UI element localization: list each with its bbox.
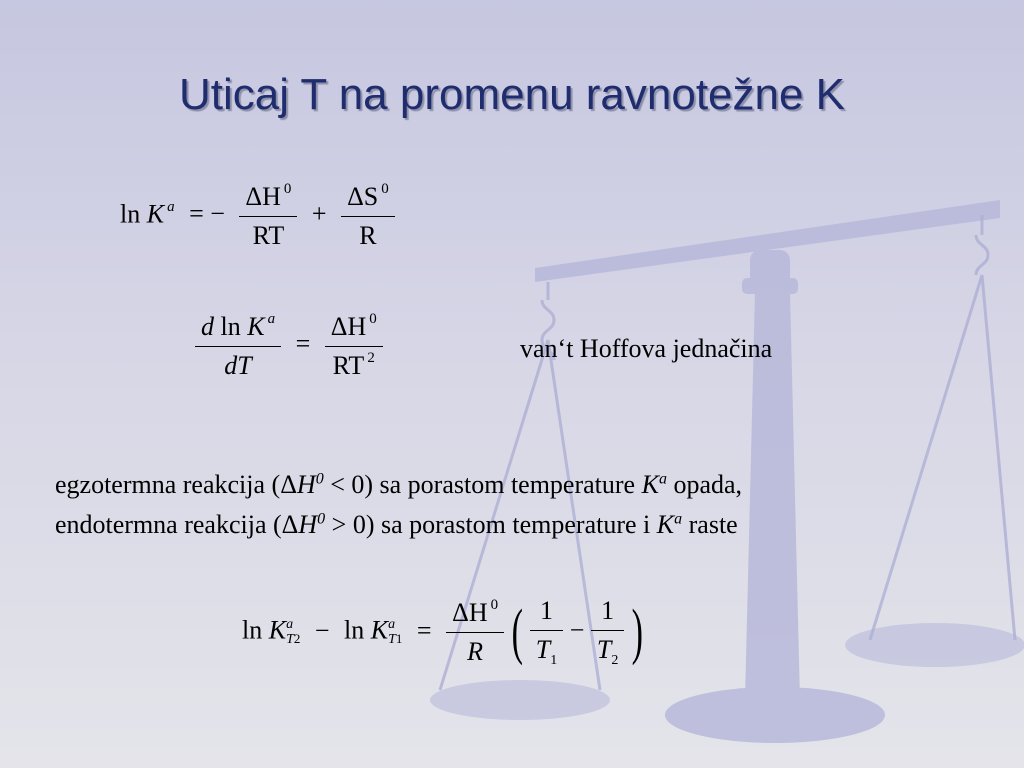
fraction-1-t1: [530, 596, 563, 669]
ln-symbol-2: ln: [220, 312, 241, 341]
k-t2: K: [268, 615, 287, 645]
line2-part-c: raste: [682, 510, 738, 539]
frac1-den: RT: [252, 221, 285, 250]
frac2-den: R: [359, 221, 377, 250]
line1-k: K: [641, 470, 659, 499]
frac3-den: R: [467, 637, 484, 667]
line2-part-b: > 0) sa porastom temperature i: [325, 510, 657, 539]
k-sup-2: a: [267, 311, 276, 328]
t1-sub: 1: [550, 653, 558, 669]
line2-h: H: [298, 510, 318, 539]
k-variable: K: [146, 199, 165, 229]
k-variable-2: K: [247, 312, 265, 341]
rhs-den-sup: 2: [367, 350, 375, 367]
ln-symbol: ln: [120, 199, 141, 229]
ln-symbol-4: ln: [344, 615, 365, 645]
text-line-endothermic: [55, 510, 738, 540]
line2-k: K: [656, 510, 675, 539]
d-symbol: d: [201, 312, 214, 341]
paren-close: ): [631, 598, 643, 667]
one-a: 1: [530, 596, 563, 631]
line2-sup: 0: [317, 510, 326, 528]
fraction-ds-r: [341, 182, 395, 251]
van-t-hoff-label: van‘t Hoffova jednačina: [520, 334, 773, 363]
k-t2-subsub: 2: [293, 631, 301, 647]
line2-part-a: endotermna reakcija (Δ: [55, 510, 299, 539]
line1-part-a: egzotermna reakcija (Δ: [55, 470, 297, 499]
ln-symbol-3: ln: [242, 615, 263, 645]
line1-part-c: opada,: [666, 470, 743, 499]
equation-integrated: [242, 596, 644, 669]
minus-sign: −: [314, 615, 330, 645]
frac2-num-sup: 0: [381, 181, 389, 198]
line1-sup: 0: [315, 470, 324, 488]
frac3-num-sup: 0: [490, 597, 499, 614]
rhs-num: ΔH: [330, 312, 367, 341]
one-b: 1: [591, 596, 624, 631]
frac3-num: ΔH: [452, 598, 488, 628]
frac2-num: ΔS: [347, 182, 379, 211]
frac1-num-sup: 0: [283, 181, 292, 198]
t2-sub: 2: [611, 653, 619, 669]
equation-ln-k: [120, 182, 395, 251]
fraction-dlnk-dt: [195, 312, 281, 381]
plus-sign: +: [311, 199, 327, 229]
line1-k-sup: a: [658, 470, 667, 488]
fraction-1-t2: [591, 596, 624, 669]
t1: T: [535, 635, 551, 664]
k-t1-subsub: 1: [395, 631, 403, 647]
fraction-dh-r: [446, 598, 504, 667]
k-t1: K: [370, 615, 389, 645]
fraction-dh-rt2: [325, 312, 383, 381]
k-t2-sup: a: [286, 617, 294, 633]
k-t2-sub: T: [286, 632, 294, 648]
line2-k-sup: a: [674, 510, 683, 528]
line1-part-b: < 0) sa porastom temperature: [323, 470, 642, 499]
paren-open: (: [511, 598, 523, 667]
rhs-num-sup: 0: [369, 311, 377, 328]
equals-sign: =: [295, 329, 311, 359]
frac1-num: ΔH: [245, 182, 281, 211]
equals-minus: = −: [189, 199, 225, 229]
k-t1-sub: T: [388, 632, 396, 648]
inner-minus: −: [569, 615, 585, 645]
fraction-dh-rt: [239, 182, 297, 251]
equals-sign-3: =: [416, 615, 432, 645]
line1-h: H: [296, 470, 316, 499]
k-t1-sup: a: [388, 617, 396, 633]
k-sup: a: [167, 198, 175, 215]
equation-van-t-hoff: [195, 312, 383, 381]
dt-symbol: dT: [224, 351, 252, 380]
t2: T: [596, 635, 612, 664]
text-line-exothermic: [55, 470, 742, 500]
slide-title: Uticaj T na promenu ravnotežne K: [178, 70, 846, 119]
rhs-den: RT: [332, 351, 365, 380]
